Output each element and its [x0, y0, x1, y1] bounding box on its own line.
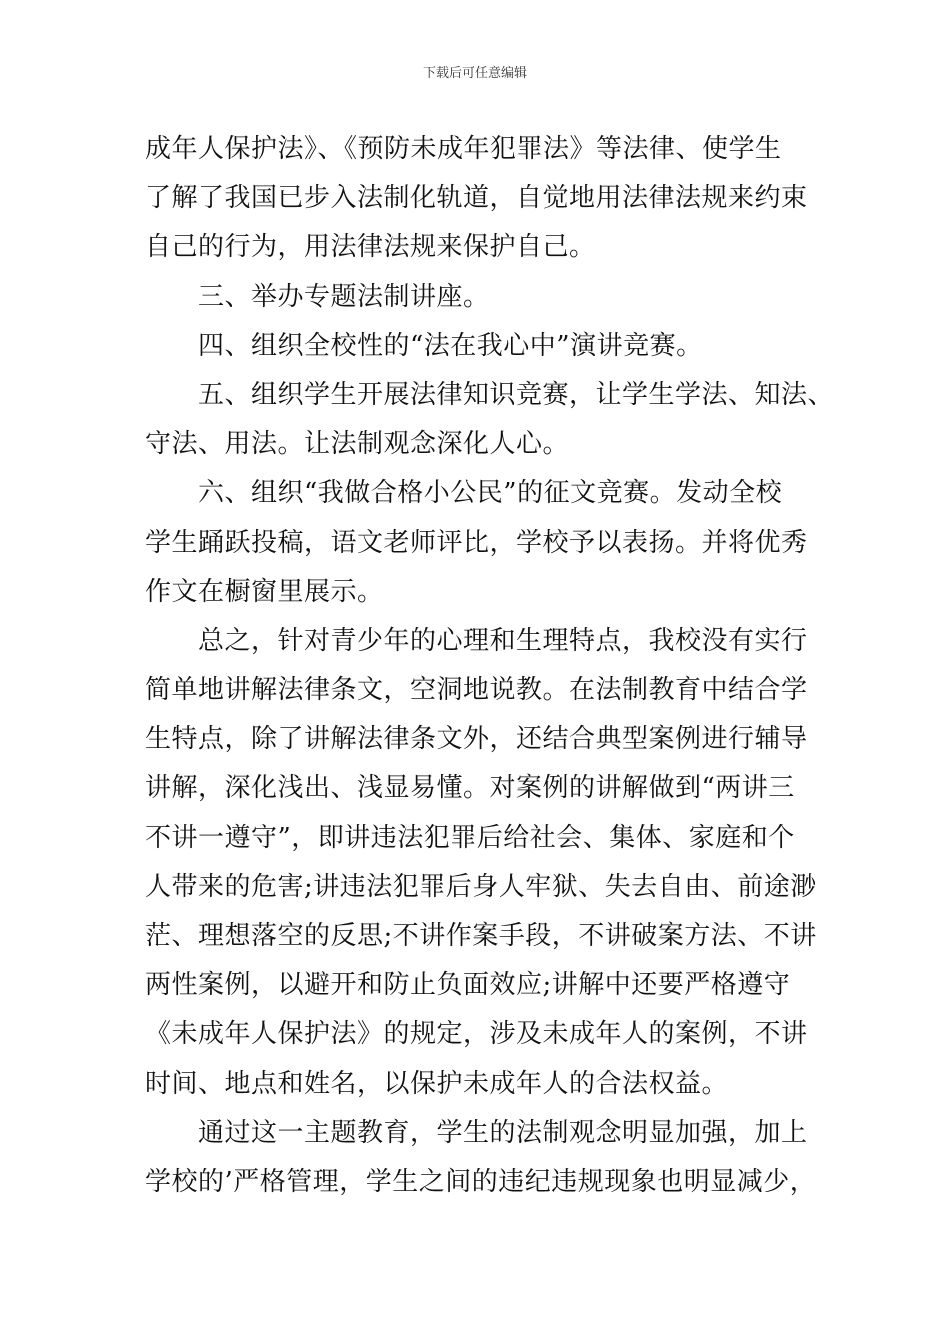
- text-line: 四、组织全校性的“法在我心中”演讲竞赛。: [145, 330, 703, 361]
- text-line: 不讲一遵守”，即讲违法犯罪后给社会、集体、家庭和个: [145, 822, 795, 853]
- text-line: 通过这一主题教育，学生的法制观念明显加强，加上: [145, 1117, 808, 1148]
- text-line: 了解了我国已步入法制化轨道，自觉地用法律法规来约束: [145, 183, 808, 214]
- text-line: 自己的行为，用法律法规来保护自己。: [145, 232, 596, 263]
- text-line: 《未成年人保护法》的规定，涉及未成年人的案例，不讲: [145, 1019, 808, 1050]
- text-line: 人带来的危害;讲违法犯罪后身人牢狱、失去自由、前途渺: [145, 871, 817, 902]
- document-body: [145, 125, 835, 1207]
- text-line: 三、举办专题法制讲座。: [145, 281, 490, 312]
- text-line: 总之，针对青少年的心理和生理特点，我校没有实行: [145, 625, 808, 656]
- text-line: 讲解，深化浅出、浅显易懂。对案例的讲解做到“两讲三: [145, 773, 795, 804]
- text-line: 学生踊跃投稿，语文老师评比，学校予以表扬。并将优秀: [145, 527, 808, 558]
- text-line: 六、组织“我做合格小公民”的征文竞赛。发动全校: [145, 478, 783, 509]
- text-line: 两性案例，以避开和防止负面效应;讲解中还要严格遵守: [145, 970, 791, 1001]
- text-line: 五、组织学生开展法律知识竞赛，让学生学法、知法、: [145, 379, 835, 410]
- text-line: 学校的’严格管理，学生之间的违纪违规现象也明显减少，: [145, 1166, 817, 1197]
- text-line: 简单地讲解法律条文，空洞地说教。在法制教育中结合学: [145, 675, 808, 706]
- page-header: 下载后可任意编辑: [422, 66, 527, 81]
- text-line: 时间、地点和姓名，以保护未成年人的合法权益。: [145, 1068, 729, 1099]
- text-line: 生特点，除了讲解法律条文外，还结合典型案例进行辅导: [145, 724, 808, 755]
- text-line: 守法、用法。让法制观念深化人心。: [145, 429, 570, 460]
- text-line: 作文在橱窗里展示。: [145, 576, 384, 607]
- text-line: 成年人保护法》、《预防未成年犯罪法》等法律、使学生: [145, 134, 782, 164]
- text-line: 茫、理想落空的反思;不讲作案手段，不讲破案方法、不讲: [145, 921, 817, 951]
